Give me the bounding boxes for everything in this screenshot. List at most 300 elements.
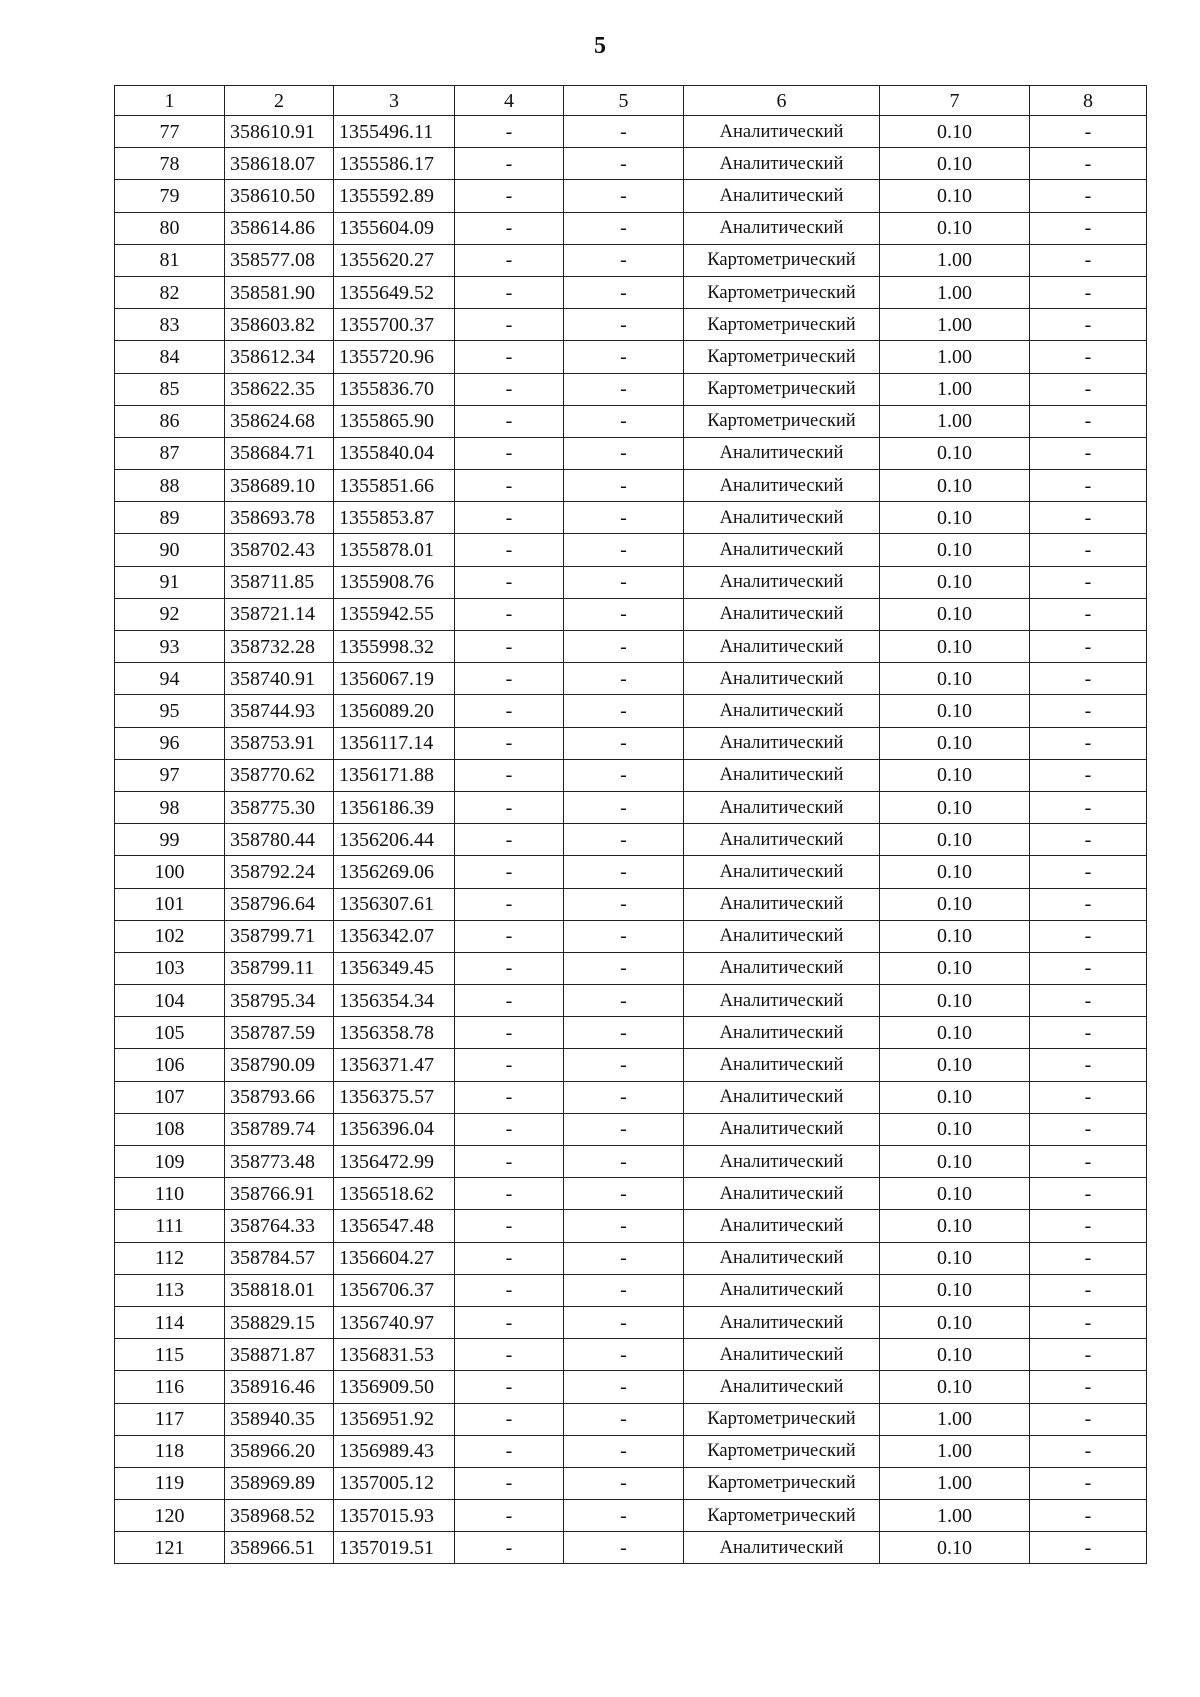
col4-cell: - [455, 1178, 564, 1210]
col4-cell: - [455, 309, 564, 341]
coord-y-cell: 1356396.04 [334, 1113, 455, 1145]
point-number-cell: 84 [115, 341, 225, 373]
col8-cell: - [1030, 1242, 1147, 1274]
point-number-cell: 108 [115, 1113, 225, 1145]
coord-x-cell: 358614.86 [225, 212, 334, 244]
point-number-cell: 110 [115, 1178, 225, 1210]
col8-cell: - [1030, 1081, 1147, 1113]
coord-y-cell: 1356989.43 [334, 1435, 455, 1467]
col8-cell: - [1030, 598, 1147, 630]
table-row [115, 952, 1147, 984]
accuracy-cell: 0.10 [880, 759, 1030, 791]
coord-x-cell: 358770.62 [225, 759, 334, 791]
accuracy-cell: 0.10 [880, 1178, 1030, 1210]
coord-y-cell: 1355720.96 [334, 341, 455, 373]
table-row [115, 985, 1147, 1017]
method-cell: Картометрический [684, 1435, 880, 1467]
method-cell: Картометрический [684, 276, 880, 308]
method-cell: Аналитический [684, 180, 880, 212]
coord-y-cell: 1355496.11 [334, 116, 455, 148]
col4-cell: - [455, 373, 564, 405]
method-cell: Аналитический [684, 631, 880, 663]
table-row [115, 502, 1147, 534]
point-number-cell: 100 [115, 856, 225, 888]
method-cell: Аналитический [684, 1371, 880, 1403]
coord-y-cell: 1355592.89 [334, 180, 455, 212]
point-number-cell: 106 [115, 1049, 225, 1081]
table-row [115, 341, 1147, 373]
col4-cell: - [455, 1113, 564, 1145]
col5-cell: - [564, 502, 684, 534]
point-number-cell: 98 [115, 791, 225, 823]
col4-cell: - [455, 244, 564, 276]
coord-y-cell: 1356206.44 [334, 824, 455, 856]
method-cell: Картометрический [684, 309, 880, 341]
coord-y-cell: 1357005.12 [334, 1467, 455, 1499]
coord-y-cell: 1355878.01 [334, 534, 455, 566]
col4-cell: - [455, 985, 564, 1017]
coord-y-cell: 1355853.87 [334, 502, 455, 534]
coord-y-cell: 1356371.47 [334, 1049, 455, 1081]
col4-cell: - [455, 920, 564, 952]
point-number-cell: 78 [115, 148, 225, 180]
point-number-cell: 111 [115, 1210, 225, 1242]
method-cell: Аналитический [684, 1210, 880, 1242]
table-row [115, 1339, 1147, 1371]
col5-cell: - [564, 373, 684, 405]
col8-cell: - [1030, 759, 1147, 791]
accuracy-cell: 1.00 [880, 405, 1030, 437]
col4-cell: - [455, 566, 564, 598]
col4-cell: - [455, 791, 564, 823]
coord-y-cell: 1356186.39 [334, 791, 455, 823]
col8-cell: - [1030, 566, 1147, 598]
table-row [115, 1500, 1147, 1532]
method-cell: Аналитический [684, 116, 880, 148]
col8-cell: - [1030, 244, 1147, 276]
col4-cell: - [455, 824, 564, 856]
method-cell: Аналитический [684, 1017, 880, 1049]
accuracy-cell: 0.10 [880, 1113, 1030, 1145]
table-header [115, 86, 1147, 116]
method-cell: Аналитический [684, 534, 880, 566]
col4-cell: - [455, 1274, 564, 1306]
coord-x-cell: 358775.30 [225, 791, 334, 823]
point-number-cell: 85 [115, 373, 225, 405]
method-cell: Аналитический [684, 1081, 880, 1113]
coord-x-cell: 358792.24 [225, 856, 334, 888]
method-cell: Аналитический [684, 437, 880, 469]
table-row [115, 920, 1147, 952]
col8-cell: - [1030, 1274, 1147, 1306]
col5-cell: - [564, 952, 684, 984]
column-header: 3 [334, 86, 455, 116]
accuracy-cell: 0.10 [880, 1049, 1030, 1081]
coord-x-cell: 358787.59 [225, 1017, 334, 1049]
point-number-cell: 101 [115, 888, 225, 920]
coord-x-cell: 358966.20 [225, 1435, 334, 1467]
col5-cell: - [564, 116, 684, 148]
col5-cell: - [564, 1146, 684, 1178]
table-row [115, 437, 1147, 469]
coord-y-cell: 1357019.51 [334, 1532, 455, 1564]
col8-cell: - [1030, 1113, 1147, 1145]
col8-cell: - [1030, 952, 1147, 984]
col5-cell: - [564, 824, 684, 856]
method-cell: Картометрический [684, 1467, 880, 1499]
column-header: 7 [880, 86, 1030, 116]
col8-cell: - [1030, 824, 1147, 856]
col8-cell: - [1030, 405, 1147, 437]
table-row [115, 1049, 1147, 1081]
accuracy-cell: 1.00 [880, 1403, 1030, 1435]
col8-cell: - [1030, 1435, 1147, 1467]
col5-cell: - [564, 663, 684, 695]
col4-cell: - [455, 1403, 564, 1435]
table-row [115, 695, 1147, 727]
coord-y-cell: 1356518.62 [334, 1178, 455, 1210]
table-row [115, 663, 1147, 695]
accuracy-cell: 0.10 [880, 534, 1030, 566]
coord-x-cell: 358702.43 [225, 534, 334, 566]
table-row [115, 759, 1147, 791]
col8-cell: - [1030, 1306, 1147, 1338]
method-cell: Картометрический [684, 341, 880, 373]
col5-cell: - [564, 1113, 684, 1145]
col8-cell: - [1030, 663, 1147, 695]
coord-y-cell: 1356307.61 [334, 888, 455, 920]
method-cell: Аналитический [684, 985, 880, 1017]
point-number-cell: 105 [115, 1017, 225, 1049]
table-row [115, 1081, 1147, 1113]
col4-cell: - [455, 1435, 564, 1467]
coord-y-cell: 1356349.45 [334, 952, 455, 984]
coord-y-cell: 1357015.93 [334, 1500, 455, 1532]
col5-cell: - [564, 1306, 684, 1338]
col8-cell: - [1030, 1049, 1147, 1081]
point-number-cell: 87 [115, 437, 225, 469]
coord-x-cell: 358732.28 [225, 631, 334, 663]
page-number: 5 [594, 33, 606, 59]
col8-cell: - [1030, 309, 1147, 341]
col5-cell: - [564, 180, 684, 212]
accuracy-cell: 0.10 [880, 1242, 1030, 1274]
accuracy-cell: 0.10 [880, 566, 1030, 598]
method-cell: Аналитический [684, 759, 880, 791]
accuracy-cell: 0.10 [880, 470, 1030, 502]
table-row [115, 598, 1147, 630]
accuracy-cell: 0.10 [880, 824, 1030, 856]
col5-cell: - [564, 1339, 684, 1371]
method-cell: Аналитический [684, 824, 880, 856]
method-cell: Картометрический [684, 1500, 880, 1532]
accuracy-cell: 1.00 [880, 309, 1030, 341]
point-number-cell: 88 [115, 470, 225, 502]
coord-y-cell: 1356342.07 [334, 920, 455, 952]
point-number-cell: 95 [115, 695, 225, 727]
table-row [115, 1274, 1147, 1306]
point-number-cell: 94 [115, 663, 225, 695]
coord-x-cell: 358793.66 [225, 1081, 334, 1113]
col4-cell: - [455, 888, 564, 920]
point-number-cell: 119 [115, 1467, 225, 1499]
table-row [115, 405, 1147, 437]
column-header: 1 [115, 86, 225, 116]
col5-cell: - [564, 759, 684, 791]
method-cell: Аналитический [684, 920, 880, 952]
coord-y-cell: 1355840.04 [334, 437, 455, 469]
coord-y-cell: 1355649.52 [334, 276, 455, 308]
col4-cell: - [455, 180, 564, 212]
table-row [115, 1146, 1147, 1178]
accuracy-cell: 0.10 [880, 1146, 1030, 1178]
col8-cell: - [1030, 502, 1147, 534]
point-number-cell: 80 [115, 212, 225, 244]
col8-cell: - [1030, 727, 1147, 759]
col5-cell: - [564, 470, 684, 502]
method-cell: Аналитический [684, 148, 880, 180]
col5-cell: - [564, 244, 684, 276]
method-cell: Аналитический [684, 1178, 880, 1210]
table-row [115, 470, 1147, 502]
point-number-cell: 118 [115, 1435, 225, 1467]
col5-cell: - [564, 1081, 684, 1113]
table-row [115, 116, 1147, 148]
point-number-cell: 112 [115, 1242, 225, 1274]
coord-x-cell: 358693.78 [225, 502, 334, 534]
coord-x-cell: 358796.64 [225, 888, 334, 920]
coord-x-cell: 358618.07 [225, 148, 334, 180]
col5-cell: - [564, 1435, 684, 1467]
col5-cell: - [564, 1532, 684, 1564]
table-row [115, 212, 1147, 244]
col8-cell: - [1030, 888, 1147, 920]
col5-cell: - [564, 856, 684, 888]
coord-y-cell: 1355942.55 [334, 598, 455, 630]
accuracy-cell: 0.10 [880, 1371, 1030, 1403]
col8-cell: - [1030, 1500, 1147, 1532]
table-row [115, 1403, 1147, 1435]
coord-x-cell: 358581.90 [225, 276, 334, 308]
point-number-cell: 86 [115, 405, 225, 437]
coord-y-cell: 1356831.53 [334, 1339, 455, 1371]
coord-x-cell: 358624.68 [225, 405, 334, 437]
coordinates-table [114, 85, 1147, 1564]
col5-cell: - [564, 437, 684, 469]
accuracy-cell: 1.00 [880, 276, 1030, 308]
coord-y-cell: 1356547.48 [334, 1210, 455, 1242]
point-number-cell: 92 [115, 598, 225, 630]
col5-cell: - [564, 1242, 684, 1274]
method-cell: Аналитический [684, 502, 880, 534]
coord-x-cell: 358744.93 [225, 695, 334, 727]
col8-cell: - [1030, 341, 1147, 373]
coord-y-cell: 1355998.32 [334, 631, 455, 663]
method-cell: Аналитический [684, 1274, 880, 1306]
coord-y-cell: 1356951.92 [334, 1403, 455, 1435]
accuracy-cell: 0.10 [880, 727, 1030, 759]
coord-y-cell: 1356089.20 [334, 695, 455, 727]
method-cell: Аналитический [684, 1306, 880, 1338]
col8-cell: - [1030, 1467, 1147, 1499]
table-row [115, 373, 1147, 405]
coord-x-cell: 358916.46 [225, 1371, 334, 1403]
coord-y-cell: 1355604.09 [334, 212, 455, 244]
coord-x-cell: 358829.15 [225, 1306, 334, 1338]
col4-cell: - [455, 1467, 564, 1499]
col4-cell: - [455, 952, 564, 984]
coord-y-cell: 1355865.90 [334, 405, 455, 437]
col8-cell: - [1030, 791, 1147, 823]
col4-cell: - [455, 1146, 564, 1178]
col8-cell: - [1030, 180, 1147, 212]
col8-cell: - [1030, 856, 1147, 888]
table-row [115, 244, 1147, 276]
column-header: 6 [684, 86, 880, 116]
coord-x-cell: 358684.71 [225, 437, 334, 469]
col4-cell: - [455, 663, 564, 695]
coord-x-cell: 358603.82 [225, 309, 334, 341]
table-row [115, 1178, 1147, 1210]
coord-y-cell: 1356375.57 [334, 1081, 455, 1113]
method-cell: Аналитический [684, 1339, 880, 1371]
table-row [115, 1532, 1147, 1564]
col8-cell: - [1030, 1339, 1147, 1371]
col5-cell: - [564, 1500, 684, 1532]
method-cell: Аналитический [684, 212, 880, 244]
accuracy-cell: 0.10 [880, 1017, 1030, 1049]
col8-cell: - [1030, 1178, 1147, 1210]
method-cell: Аналитический [684, 1532, 880, 1564]
point-number-cell: 121 [115, 1532, 225, 1564]
col4-cell: - [455, 631, 564, 663]
table-row [115, 824, 1147, 856]
coord-x-cell: 358610.91 [225, 116, 334, 148]
table-row [115, 727, 1147, 759]
accuracy-cell: 0.10 [880, 985, 1030, 1017]
point-number-cell: 83 [115, 309, 225, 341]
coord-x-cell: 358773.48 [225, 1146, 334, 1178]
coord-y-cell: 1356472.99 [334, 1146, 455, 1178]
coord-y-cell: 1355700.37 [334, 309, 455, 341]
accuracy-cell: 0.10 [880, 631, 1030, 663]
header-row [115, 86, 1147, 116]
method-cell: Аналитический [684, 470, 880, 502]
method-cell: Аналитический [684, 695, 880, 727]
col8-cell: - [1030, 1146, 1147, 1178]
col5-cell: - [564, 985, 684, 1017]
col8-cell: - [1030, 148, 1147, 180]
col5-cell: - [564, 888, 684, 920]
coord-x-cell: 358753.91 [225, 727, 334, 759]
accuracy-cell: 0.10 [880, 1210, 1030, 1242]
col5-cell: - [564, 695, 684, 727]
coord-y-cell: 1356067.19 [334, 663, 455, 695]
table-row [115, 856, 1147, 888]
col8-cell: - [1030, 1017, 1147, 1049]
coord-y-cell: 1355586.17 [334, 148, 455, 180]
point-number-cell: 79 [115, 180, 225, 212]
coord-y-cell: 1356706.37 [334, 1274, 455, 1306]
col4-cell: - [455, 1371, 564, 1403]
coord-x-cell: 358764.33 [225, 1210, 334, 1242]
col8-cell: - [1030, 276, 1147, 308]
col5-cell: - [564, 148, 684, 180]
table-row [115, 1113, 1147, 1145]
coord-x-cell: 358940.35 [225, 1403, 334, 1435]
col5-cell: - [564, 1371, 684, 1403]
method-cell: Картометрический [684, 1403, 880, 1435]
coord-y-cell: 1355836.70 [334, 373, 455, 405]
coord-y-cell: 1356171.88 [334, 759, 455, 791]
coord-x-cell: 358790.09 [225, 1049, 334, 1081]
col4-cell: - [455, 1306, 564, 1338]
point-number-cell: 103 [115, 952, 225, 984]
method-cell: Аналитический [684, 856, 880, 888]
col4-cell: - [455, 1339, 564, 1371]
col5-cell: - [564, 534, 684, 566]
coord-y-cell: 1356358.78 [334, 1017, 455, 1049]
col5-cell: - [564, 276, 684, 308]
coord-x-cell: 358789.74 [225, 1113, 334, 1145]
point-number-cell: 97 [115, 759, 225, 791]
method-cell: Аналитический [684, 791, 880, 823]
coord-x-cell: 358740.91 [225, 663, 334, 695]
col8-cell: - [1030, 1371, 1147, 1403]
coord-x-cell: 358799.71 [225, 920, 334, 952]
table-body [115, 116, 1147, 1564]
method-cell: Картометрический [684, 405, 880, 437]
accuracy-cell: 0.10 [880, 856, 1030, 888]
col8-cell: - [1030, 1210, 1147, 1242]
col4-cell: - [455, 470, 564, 502]
method-cell: Аналитический [684, 888, 880, 920]
col5-cell: - [564, 920, 684, 952]
col5-cell: - [564, 727, 684, 759]
accuracy-cell: 0.10 [880, 1532, 1030, 1564]
method-cell: Аналитический [684, 952, 880, 984]
method-cell: Аналитический [684, 598, 880, 630]
col4-cell: - [455, 1210, 564, 1242]
accuracy-cell: 0.10 [880, 116, 1030, 148]
col4-cell: - [455, 1081, 564, 1113]
coord-x-cell: 358799.11 [225, 952, 334, 984]
table-row [115, 791, 1147, 823]
col5-cell: - [564, 1403, 684, 1435]
accuracy-cell: 1.00 [880, 1500, 1030, 1532]
coord-x-cell: 358577.08 [225, 244, 334, 276]
col4-cell: - [455, 1049, 564, 1081]
coord-x-cell: 358612.34 [225, 341, 334, 373]
col5-cell: - [564, 598, 684, 630]
col5-cell: - [564, 1049, 684, 1081]
coord-y-cell: 1356354.34 [334, 985, 455, 1017]
col4-cell: - [455, 759, 564, 791]
point-number-cell: 113 [115, 1274, 225, 1306]
table-row [115, 1467, 1147, 1499]
accuracy-cell: 0.10 [880, 663, 1030, 695]
point-number-cell: 82 [115, 276, 225, 308]
column-header: 2 [225, 86, 334, 116]
table-row [115, 148, 1147, 180]
table-row [115, 1210, 1147, 1242]
col8-cell: - [1030, 985, 1147, 1017]
col5-cell: - [564, 1210, 684, 1242]
table-row [115, 309, 1147, 341]
col5-cell: - [564, 309, 684, 341]
col8-cell: - [1030, 534, 1147, 566]
point-number-cell: 116 [115, 1371, 225, 1403]
